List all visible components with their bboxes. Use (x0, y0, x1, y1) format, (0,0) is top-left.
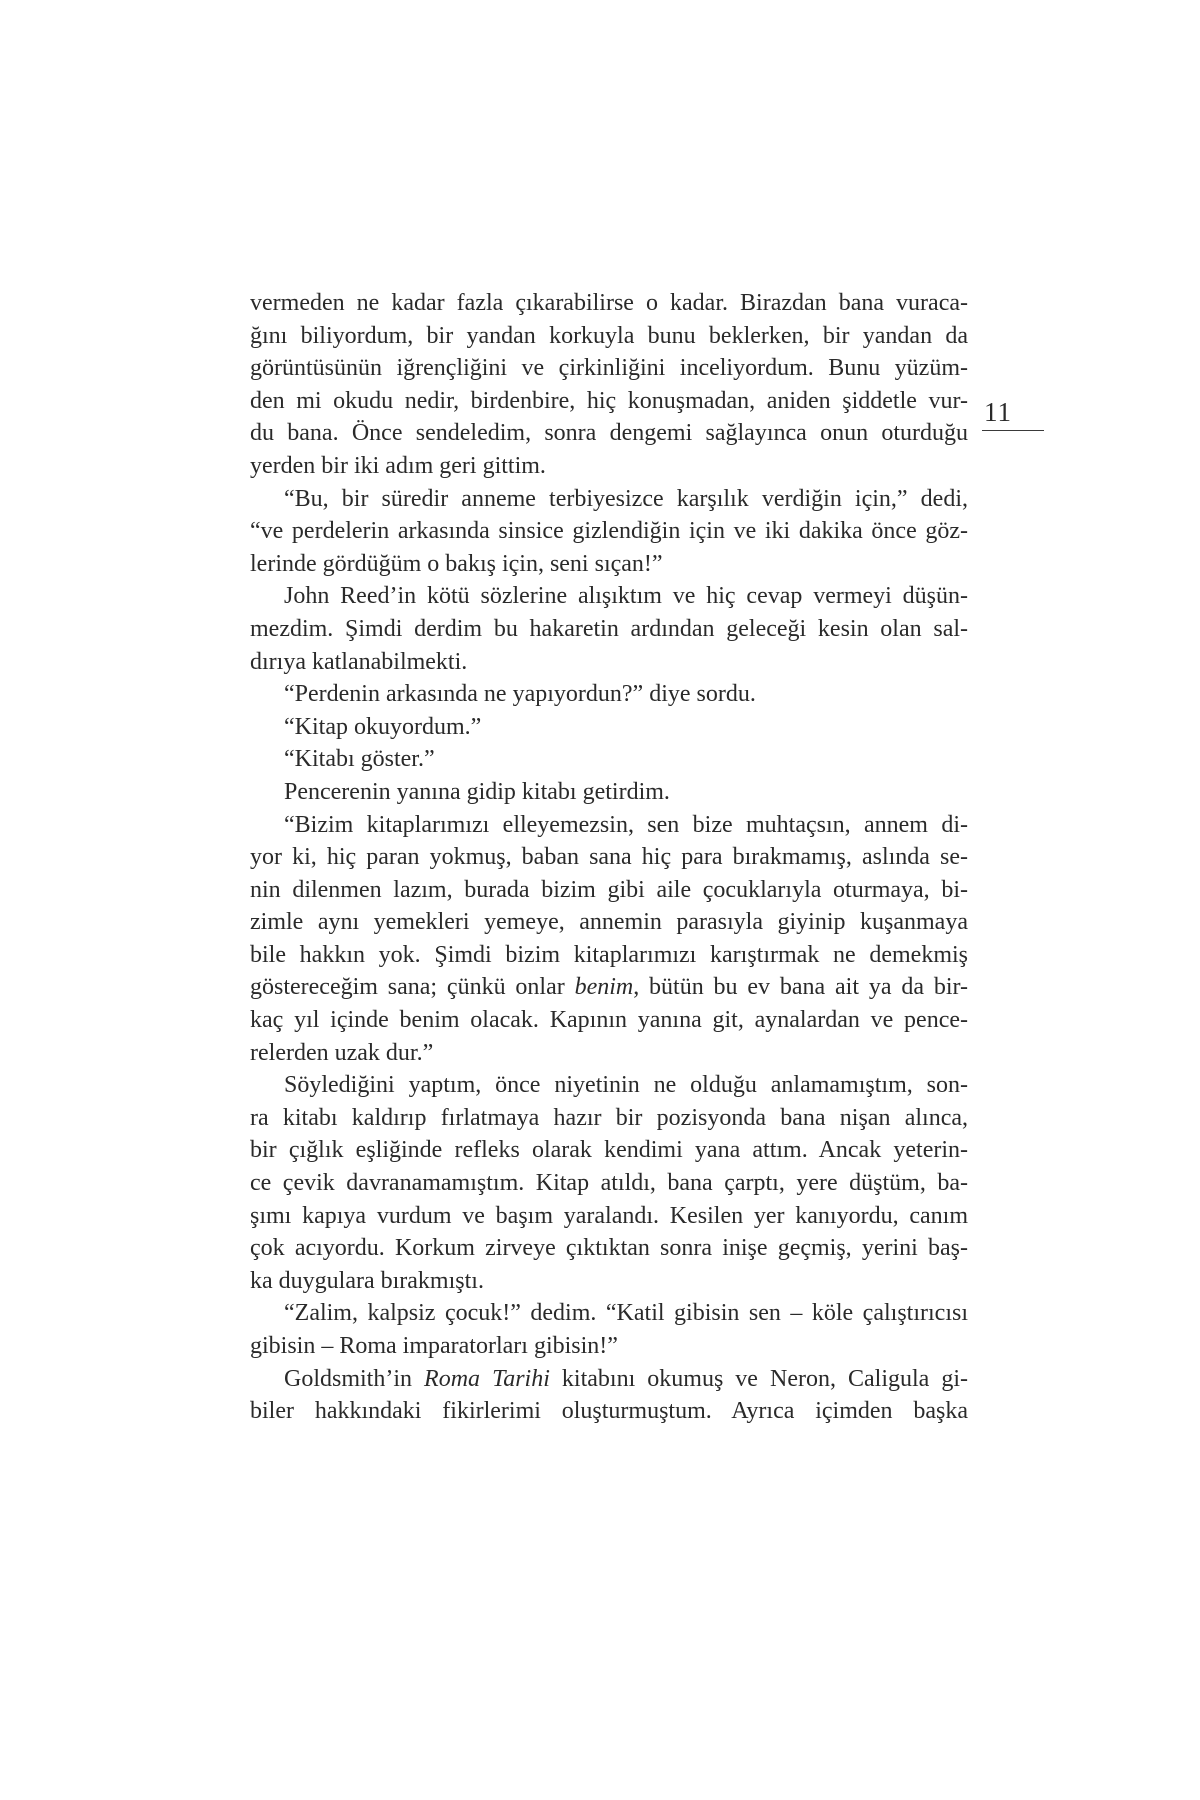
text-line: “Kitap okuyordum.” (284, 713, 482, 740)
italic-text: benim (574, 974, 634, 1001)
text-line: Goldsmith’in Roma Tarihi kitabını okumuş ve Neron, Caligula gi- (284, 1365, 969, 1392)
text-line: John Reed’in kötü sözlerine alışıktım ve hiç cevap vermeyi düşün- (284, 583, 968, 610)
text-line: relerden uzak dur.” (250, 1039, 434, 1066)
text-line: yerden bir iki adım geri gittim. (250, 452, 546, 479)
text-line: nin dilenmen lazım, burada bizim gibi aile çocuklarıyla oturmaya, bi- (250, 876, 968, 903)
text-line: den mi okudu nedir, birdenbire, hiç konuşmadan, aniden şiddetle vur- (250, 387, 968, 414)
text-line: görüntüsünün iğrençliğini ve çirkinliğini inceliyordum. Bunu yüzüm- (250, 355, 968, 382)
page-number-rule (982, 430, 1044, 431)
text-line: mezdim. Şimdi derdim bu hakaretin ardından geleceği kesin olan sal- (250, 615, 968, 642)
text-line: “Zalim, kalpsiz çocuk!” dedim. “Katil gibisin sen – köle çalıştırıcısı (284, 1300, 968, 1327)
text-line: çok acıyordu. Korkum zirveye çıktıktan sonra inişe geçmiş, yerini baş- (250, 1235, 968, 1262)
text-line: ka duygulara bırakmıştı. (250, 1267, 484, 1294)
page-number: 11 (984, 397, 1012, 427)
text-line: kaç yıl içinde benim olacak. Kapının yanına git, aynalardan ve pence- (250, 1007, 968, 1034)
text-line: vermeden ne kadar fazla çıkarabilirse o kadar. Birazdan bana vuraca- (250, 290, 968, 316)
text-line: ra kitabı kaldırıp fırlatmaya hazır bir pozisyonda bana nişan alınca, (250, 1104, 968, 1131)
text-line: “Bu, bir süredir anneme terbiyesizce karşılık verdiğin için,” dedi, (284, 485, 968, 512)
text-line: zimle aynı yemekleri yemeye, annemin parasıyla giyinip kuşanmaya (250, 909, 968, 936)
text-line: şımı kapıya vurdum ve başım yaralandı. Kesilen yer kanıyordu, canım (250, 1202, 968, 1229)
text-line: ce çevik davranamamıştım. Kitap atıldı, bana çarptı, yere düştüm, ba- (250, 1170, 968, 1197)
body-text (250, 287, 968, 1428)
text-line: Pencerenin yanına gidip kitabı getirdim. (284, 778, 670, 805)
text-line: yor ki, hiç paran yokmuş, baban sana hiç para bırakmamış, aslında se- (250, 844, 968, 871)
text-line: “Bizim kitaplarımızı elleyemezsin, sen bize muhtaçsın, annem di- (284, 811, 968, 838)
text-line: lerinde gördüğüm o bakış için, seni sıçan!” (250, 550, 663, 577)
text-line: Söylediğini yaptım, önce niyetinin ne olduğu anlamamıştım, son- (284, 1072, 968, 1099)
text-line: göstereceğim sana; çünkü onlar benim, bütün bu ev bana ait ya da bir- (250, 974, 968, 1001)
italic-text: Roma Tarihi (424, 1365, 550, 1392)
text-line: ğını biliyordum, bir yandan korkuyla bunu beklerken, bir yandan da (250, 322, 968, 349)
text-line: bir çığlık eşliğinde refleks olarak kendimi yana attım. Ancak yeterin- (250, 1137, 968, 1164)
text-line: gibisin – Roma imparatorları gibisin!” (250, 1333, 618, 1359)
text-line: “Perdenin arkasında ne yapıyordun?” diye sordu. (284, 681, 756, 708)
text-line: “ve perdelerin arkasında sinsice gizlendiğin için ve iki dakika önce göz- (250, 518, 968, 545)
text-line: du bana. Önce sendeledim, sonra dengemi sağlayınca onun oturduğu (250, 420, 968, 447)
text-line: “Kitabı göster.” (284, 746, 435, 773)
text-line: dırıya katlanabilmekti. (250, 648, 468, 675)
text-line: bile hakkın yok. Şimdi bizim kitaplarımızı karıştırmak ne demekmiş (250, 941, 968, 968)
text-line: biler hakkındaki fikirlerimi oluşturmuştum. Ayrıca içimden başka (250, 1398, 968, 1425)
